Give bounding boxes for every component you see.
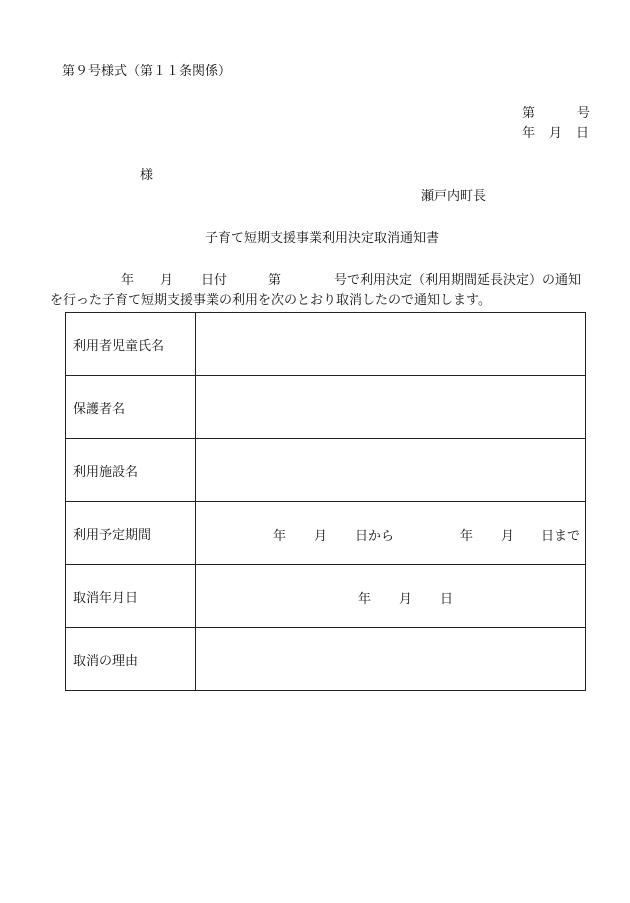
body-year: 年 — [121, 273, 135, 288]
value-cancel-date[interactable] — [196, 565, 586, 628]
body-month: 月 — [160, 273, 174, 288]
table-row — [66, 376, 586, 439]
period-to-month: 月 — [501, 529, 515, 544]
planned-period-text — [203, 525, 585, 544]
label-planned-period: 利用予定期間 — [66, 502, 196, 565]
body-dai: 第 — [268, 273, 282, 288]
cancel-day: 日 — [440, 592, 454, 607]
table-row — [66, 502, 586, 565]
issuer: 瀬戸内町長 — [421, 189, 487, 204]
label-facility-name: 利用施設名 — [66, 439, 196, 502]
period-to-year: 年 — [460, 529, 474, 544]
doc-number-go: 号 — [577, 106, 591, 121]
table-row — [66, 628, 586, 691]
label-cancel-reason: 取消の理由 — [66, 628, 196, 691]
cancel-date-text — [203, 588, 585, 607]
label-cancel-date: 取消年月日 — [66, 565, 196, 628]
period-to-day: 日まで — [541, 529, 581, 544]
value-facility-name[interactable] — [196, 439, 586, 502]
doc-date-month: 月 — [549, 126, 563, 141]
doc-date-year: 年 — [522, 126, 536, 141]
table-row — [66, 565, 586, 628]
doc-number-dai: 第 — [522, 106, 536, 121]
document-title: 子育て短期支援事業利用決定取消通知書 — [205, 231, 440, 246]
body-day-ref: 日付 — [201, 273, 228, 288]
period-from-day: 日から — [355, 529, 395, 544]
cancel-year: 年 — [358, 592, 372, 607]
cancel-month: 月 — [399, 592, 413, 607]
table-row — [66, 439, 586, 502]
value-guardian-name[interactable] — [196, 376, 586, 439]
form-number: 第９号様式（第１１条関係） — [62, 64, 232, 79]
doc-date-day: 日 — [576, 126, 590, 141]
body-clause: 号で利用決定（利用期間延長決定）の通知 — [334, 273, 582, 288]
value-planned-period[interactable] — [196, 502, 586, 565]
period-from-month: 月 — [314, 529, 328, 544]
period-from-year: 年 — [273, 529, 287, 544]
addressee-suffix: 様 — [140, 168, 154, 183]
details-table — [65, 312, 586, 691]
body-line2: を行った子育て短期支援事業の利用を次のとおり取消したので通知します。 — [50, 293, 491, 308]
table-row — [66, 313, 586, 376]
value-child-name[interactable] — [196, 313, 586, 376]
label-child-name: 利用者児童氏名 — [66, 313, 196, 376]
label-guardian-name: 保護者名 — [66, 376, 196, 439]
value-cancel-reason[interactable] — [196, 628, 586, 691]
